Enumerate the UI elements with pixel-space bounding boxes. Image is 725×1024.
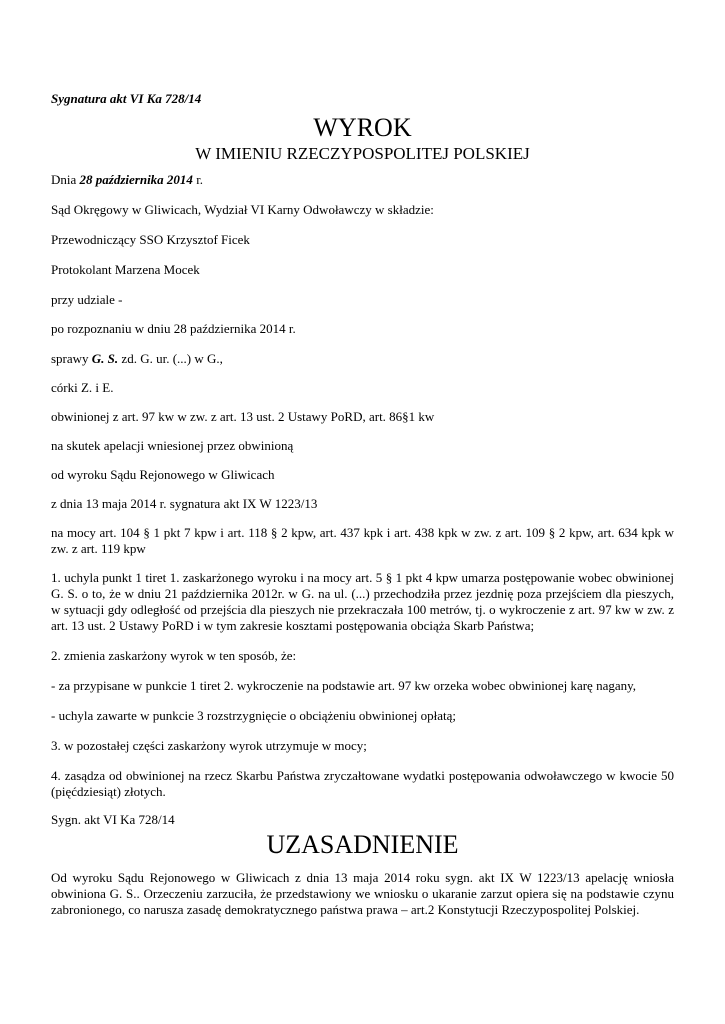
judgment-date-value: 28 października 2014 (79, 172, 193, 187)
judgment-date: Dnia 28 października 2014 r. (51, 172, 204, 187)
judgment-title: WYROK (313, 113, 412, 142)
chairperson: Przewodniczący SSO Krzysztof Ficek (51, 232, 250, 247)
verdict-point-1: 1. uchyla punkt 1 tiret 1. zaskarżonego wyroku i na mocy art. 5 § 1 pkt 4 kpw umarza postępowanie wobec obwinionej G. S. o to, że w dniu 21 października 2012r. w G. na ul. (...) przechodziła przez jezdnię poza przejściem dla pieszych, w sytuacji gdy odległość od przejścia dla pieszych nie przekraczała 100 metrów, tj. o wykroczenie z art. 97 kw w zw. z art. 13 ust. 2 Ustawy PoRD i w tym zakresie kosztami postępowania obciąża Skarb Państwa; (51, 570, 674, 633)
lower-judgment-date: z dnia 13 maja 2014 r. sygnatura akt IX W 1223/13 (51, 496, 318, 511)
judgment-subtitle: W IMIENIU RZECZYPOSPOLITEJ POLSKIEJ (195, 144, 530, 163)
clerk: Protokolant Marzena Mocek (51, 262, 200, 277)
appeal-info: na skutek apelacji wniesionej przez obwinioną (51, 438, 294, 453)
verdict-point-2b: - uchyla zawarte w punkcie 3 rozstrzygnięcie o obciążeniu obwinionej opłatą; (51, 708, 457, 723)
legal-basis: na mocy art. 104 § 1 pkt 7 kpw i art. 118 § 2 kpw, art. 437 kpk i art. 438 kpk w zw. z art. 109 § 2 kpw, art. 634 kpk w zw. z art. 119 kpw (51, 525, 674, 556)
case-signature: Sygnatura akt VI Ka 728/14 (51, 91, 202, 106)
case-party: sprawy G. S. zd. G. ur. (...) w G., (51, 351, 223, 366)
court-composition: Sąd Okręgowy w Gliwicach, Wydział VI Karny Odwoławczy w składzie: (51, 202, 434, 217)
party-name: G. S. (91, 351, 119, 366)
lower-court: od wyroku Sądu Rejonowego w Gliwicach (51, 467, 275, 482)
charge: obwinionej z art. 97 kw w zw. z art. 13 ust. 2 Ustawy PoRD, art. 86§1 kw (51, 409, 435, 424)
party-parents: córki Z. i E. (51, 380, 114, 395)
signature-short: Sygn. akt VI Ka 728/14 (51, 812, 175, 827)
verdict-point-4: 4. zasądza od obwinionej na rzecz Skarbu Państwa zryczałtowane wydatki postępowania odwoławczego w kwocie 50 (pięćdziesiąt) złotych. (51, 768, 674, 799)
justification-title: UZASADNIENIE (266, 830, 459, 859)
justification-text: Od wyroku Sądu Rejonowego w Gliwicach z dnia 13 maja 2014 roku sygn. akt IX W 1223/13 apelację wniosła obwiniona G. S.. Orzeczeniu zarzuciła, że przedstawiony we wniosku o ukaranie zarzut opiera się na podstawie czynu zabronionego, co narusza zasadę demokratycznego państwa prawa – art.2 Konstytucji Rzeczypospolitej Polskiej. (51, 870, 674, 917)
verdict-point-3: 3. w pozostałej części zaskarżony wyrok utrzymuje w mocy; (51, 738, 367, 753)
participation: przy udziale - (51, 292, 123, 307)
verdict-point-2: 2. zmienia zaskarżony wyrok w ten sposób, że: (51, 648, 297, 663)
verdict-point-2a: - za przypisane w punkcie 1 tiret 2. wykroczenie na podstawie art. 97 kw orzeka wobec obwinionej karę nagany, (51, 678, 637, 693)
hearing-date: po rozpoznaniu w dniu 28 października 2014 r. (51, 321, 296, 336)
